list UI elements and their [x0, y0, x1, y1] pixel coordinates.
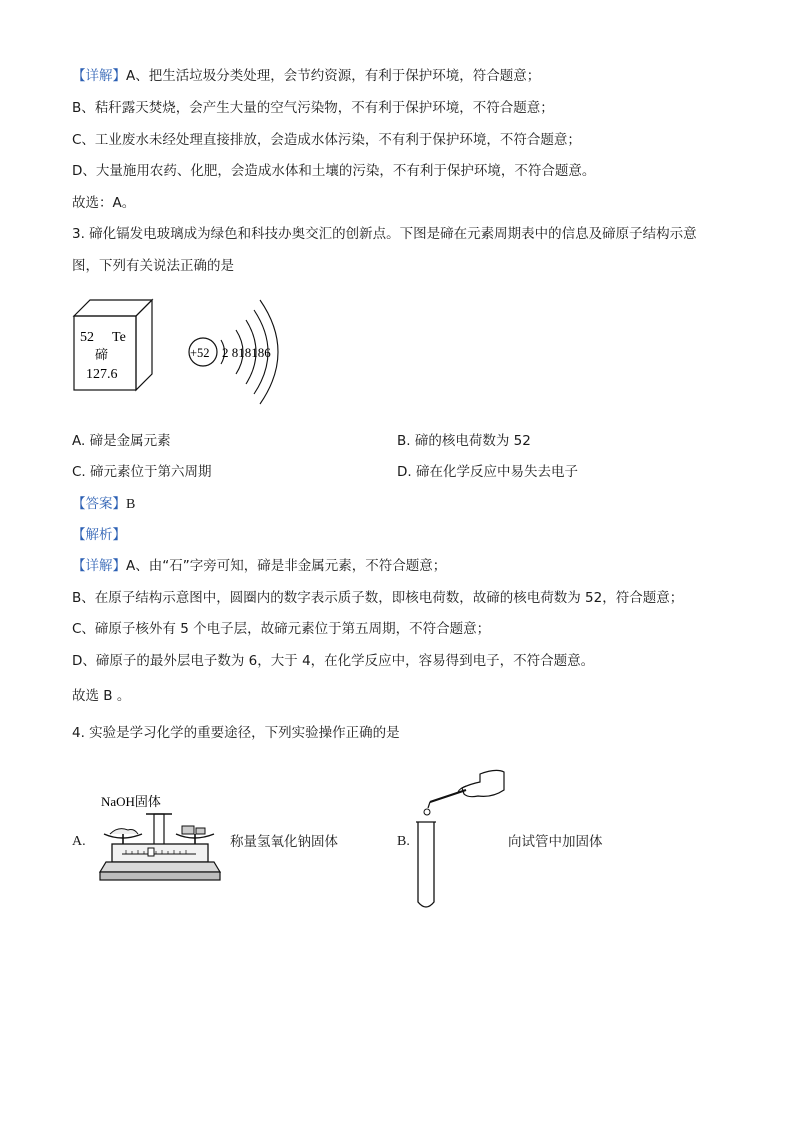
atom-structure-diagram — [189, 300, 278, 404]
q3-option-b[interactable]: B. 碲的核电荷数为 52 — [397, 433, 531, 449]
element-cell — [74, 300, 152, 390]
q3-option-d[interactable]: D. 碲在化学反应中易失去电子 — [397, 464, 578, 480]
q2-choice: 故选：A。 — [72, 195, 136, 211]
q2-detail-line-1: 【详解】A、把生活垃圾分类处理，会节约资源，有利于保护环境，符合题意； — [72, 68, 541, 84]
q3-answer: 【答案】B — [72, 496, 136, 512]
detail-tag: 【详解】 — [72, 68, 126, 84]
q4-stem: 4. 实验是学习化学的重要途径，下列实验操作正确的是 — [72, 725, 400, 741]
q3-figure — [60, 284, 300, 416]
element-name: 碲 — [95, 348, 109, 363]
q3-detail-line-3: C、碲原子核外有 5 个电子层，故碲元素位于第五周期，不符合题意； — [72, 621, 491, 637]
element-symbol: Te — [112, 330, 126, 345]
test-tube-icon — [418, 822, 434, 907]
spatula-icon — [430, 790, 466, 802]
q2-detail-line-2: B、秸秆露天焚烧，会产生大量的空气污染物，不有利于保护环境，不符合题意； — [72, 100, 554, 116]
test-tube-illustration — [408, 764, 508, 912]
q3-option-a[interactable]: A. 碲是金属元素 — [72, 433, 171, 449]
hand-icon — [462, 770, 504, 796]
q3-detail-line-1: 【详解】A、由“石”字旁可知，碲是非金属元素，不符合题意； — [72, 558, 447, 574]
q3-detail-line-4: D、碲原子的最外层电子数为 6，大于 4，在化学反应中，容易得到电子，不符合题意。 — [72, 653, 595, 669]
element-number: 52 — [80, 330, 94, 345]
q3-detail-line-2: B、在原子结构示意图中，圆圈内的数字表示质子数，即核电荷数，故碲的核电荷数为 52，符合题意； — [72, 590, 684, 606]
q2-detail-line-4: D、大量施用农药、化肥，会造成水体和土壤的污染，不有利于保护环境，不符合题意。 — [72, 163, 596, 179]
electron-shells: 2 818186 — [222, 345, 271, 360]
q3-option-c[interactable]: C. 碲元素位于第六周期 — [72, 464, 212, 480]
q3-stem-line-1: 3. 碲化镉发电玻璃成为绿色和科技办奥交汇的创新点。下图是碲在元素周期表中的信息及碲原子结构示意 — [72, 226, 697, 242]
q4-option-b-letter[interactable]: B. — [397, 834, 410, 849]
q3-analysis-tag: 【解析】 — [72, 527, 126, 543]
q3-choice: 故选 B 。 — [72, 688, 131, 704]
q4-option-a-caption: 称量氢氧化钠固体 — [230, 834, 338, 850]
q2-detail-line-3: C、工业废水未经处理直接排放，会造成水体污染，不有利于保护环境，不符合题意； — [72, 132, 581, 148]
q4-option-a-letter[interactable]: A. — [72, 834, 86, 849]
balance-illustration — [96, 790, 226, 886]
nucleus-charge: +52 — [190, 346, 210, 360]
q4-option-b-caption: 向试管中加固体 — [508, 834, 603, 850]
q3-stem-line-2: 图，下列有关说法正确的是 — [72, 258, 234, 274]
naoh-label: NaOH固体 — [101, 794, 161, 809]
element-mass: 127.6 — [86, 367, 118, 382]
